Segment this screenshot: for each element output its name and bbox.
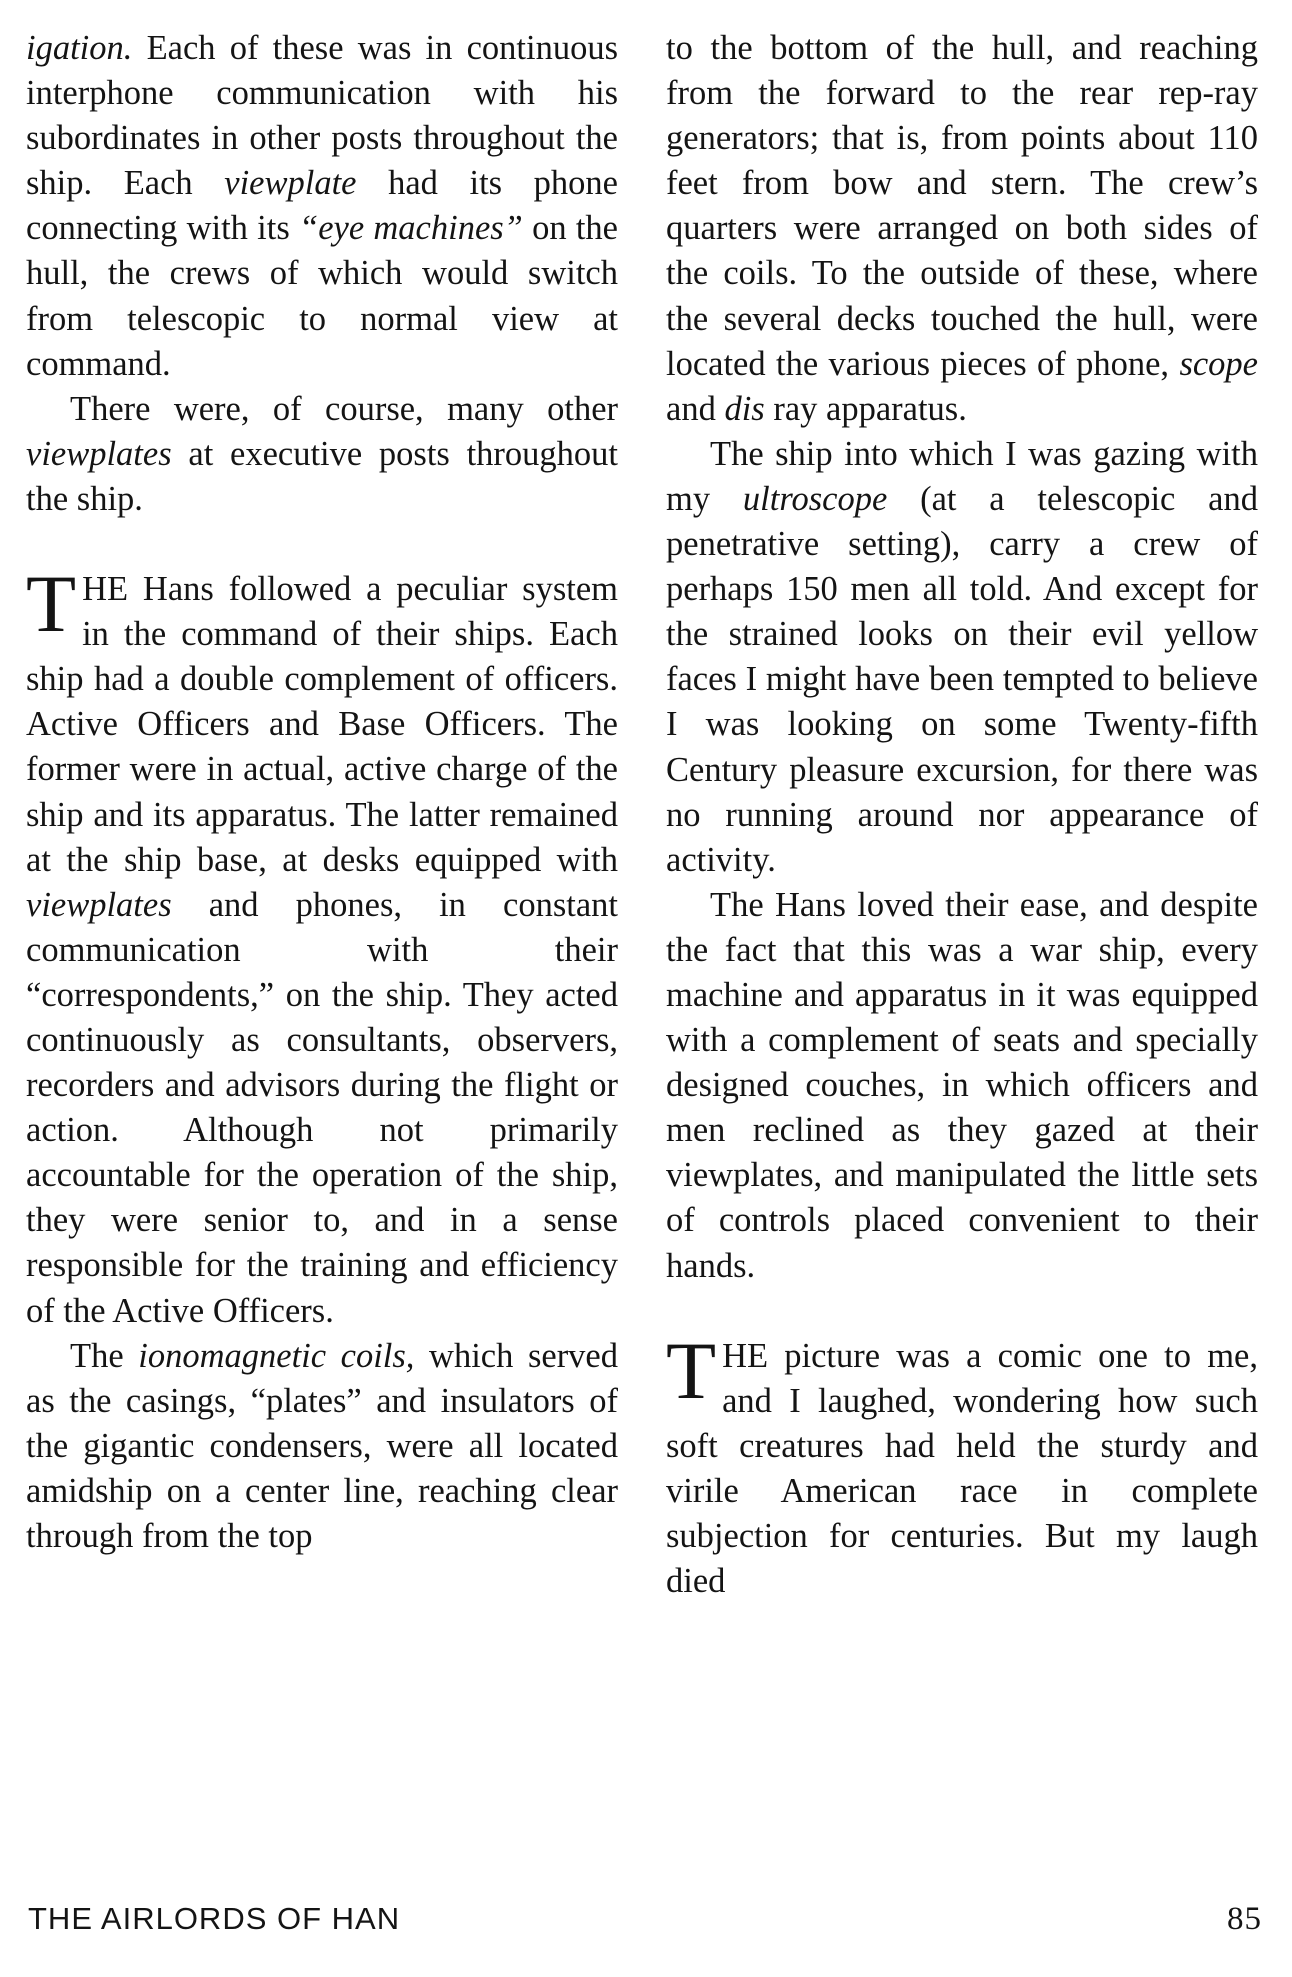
paragraph	[26, 26, 618, 387]
page-number: 85	[1227, 1901, 1262, 1937]
right-column	[666, 26, 1258, 1604]
body-text: THE Hans followed a peculiar system in the command of their ships. Each ship had a double complement of officers. Active Officers and Base Officers. The former were in actual, active charge of the ship and its apparatus. The latter remained at the ship base, at desks equipped with	[26, 558, 618, 879]
paragraph	[666, 26, 1258, 432]
body-text: on the hull, the crews of which would switch from telescopic to normal view at command.	[26, 209, 618, 383]
body-text: Each of these was in continuous interphone communication with his subordinates in other posts throughout the ship. Each	[26, 29, 618, 203]
italic-text: scope	[1179, 344, 1258, 383]
page-footer	[28, 1896, 1264, 1942]
body-text: to the bottom of the hull, and reaching from the forward to the rear rep-ray generators; that is, from points about 110 feet from bow and stern. The crew’s quarters were arranged on both sides of the coils. To the outside of these, where the several decks touched the hull, were located the various pieces of phone,	[666, 29, 1258, 383]
italic-text: viewplate	[224, 164, 357, 203]
italic-text: “eye machines”	[299, 209, 523, 248]
italic-text: ultroscope	[742, 479, 888, 518]
paragraph	[26, 387, 618, 522]
dropcap-paragraph: THE picture was a comic one to me, and I laughed, wondering how such soft creatures had held the sturdy and virile American race in complete subjection for centuries. But my laugh died	[666, 1324, 1258, 1601]
dropcap-paragraph	[26, 558, 618, 1334]
body-text: and phones, in constant communication with their “correspondents,” on the ship. They acted continuously as consultants, observers, recorders and advisors during the flight or action. Although not primarily accountable for the operation of the ship, they were senior to, and in a sense responsible for the training and efficiency of the Active Officers.	[26, 885, 618, 1330]
body-text: The	[70, 1336, 139, 1375]
body-text: and	[666, 389, 725, 428]
paragraph: The Hans loved their ease, and despite the fact that this was a war ship, every machine and apparatus in it was equipped with a complement of seats and specially designed couches, in which officers and men reclined as they gazed at their viewplates, and manipulated the little sets of controls placed convenient to their hands.	[666, 885, 1258, 1285]
body-text: (at a telescopic and penetrative setting), carry a crew of perhaps 150 men all told. And except for the strained looks on their evil yellow faces I might have been tempted to believe I was looking on some Twenty-fifth Century pleasure excursion, for there was no running around nor appearance of activity.	[666, 479, 1258, 879]
paragraph	[26, 1334, 618, 1559]
running-title: THE AIRLORDS OF HAN	[28, 1901, 401, 1936]
body-text: ray apparatus.	[764, 389, 967, 428]
body-text: There were, of course, many other	[70, 389, 618, 428]
body-text: at executive posts throughout the ship.	[26, 434, 618, 518]
left-column	[26, 26, 618, 1559]
italic-text: viewplates	[26, 434, 172, 473]
body-text: The ship into which I was gazing with my	[666, 434, 1258, 518]
italic-text: dis	[724, 389, 765, 428]
body-text: had its phone connecting with its	[26, 164, 618, 248]
italic-text: igation.	[26, 29, 133, 67]
body-text: which served as the casings, “plates” and insulators of the gigantic condensers, were all located amidship on a center line, reaching clear through from the top	[26, 1336, 618, 1555]
paragraph	[666, 432, 1258, 883]
italic-text: viewplates	[26, 885, 172, 924]
italic-text: ionomagnetic coils,	[138, 1336, 415, 1375]
